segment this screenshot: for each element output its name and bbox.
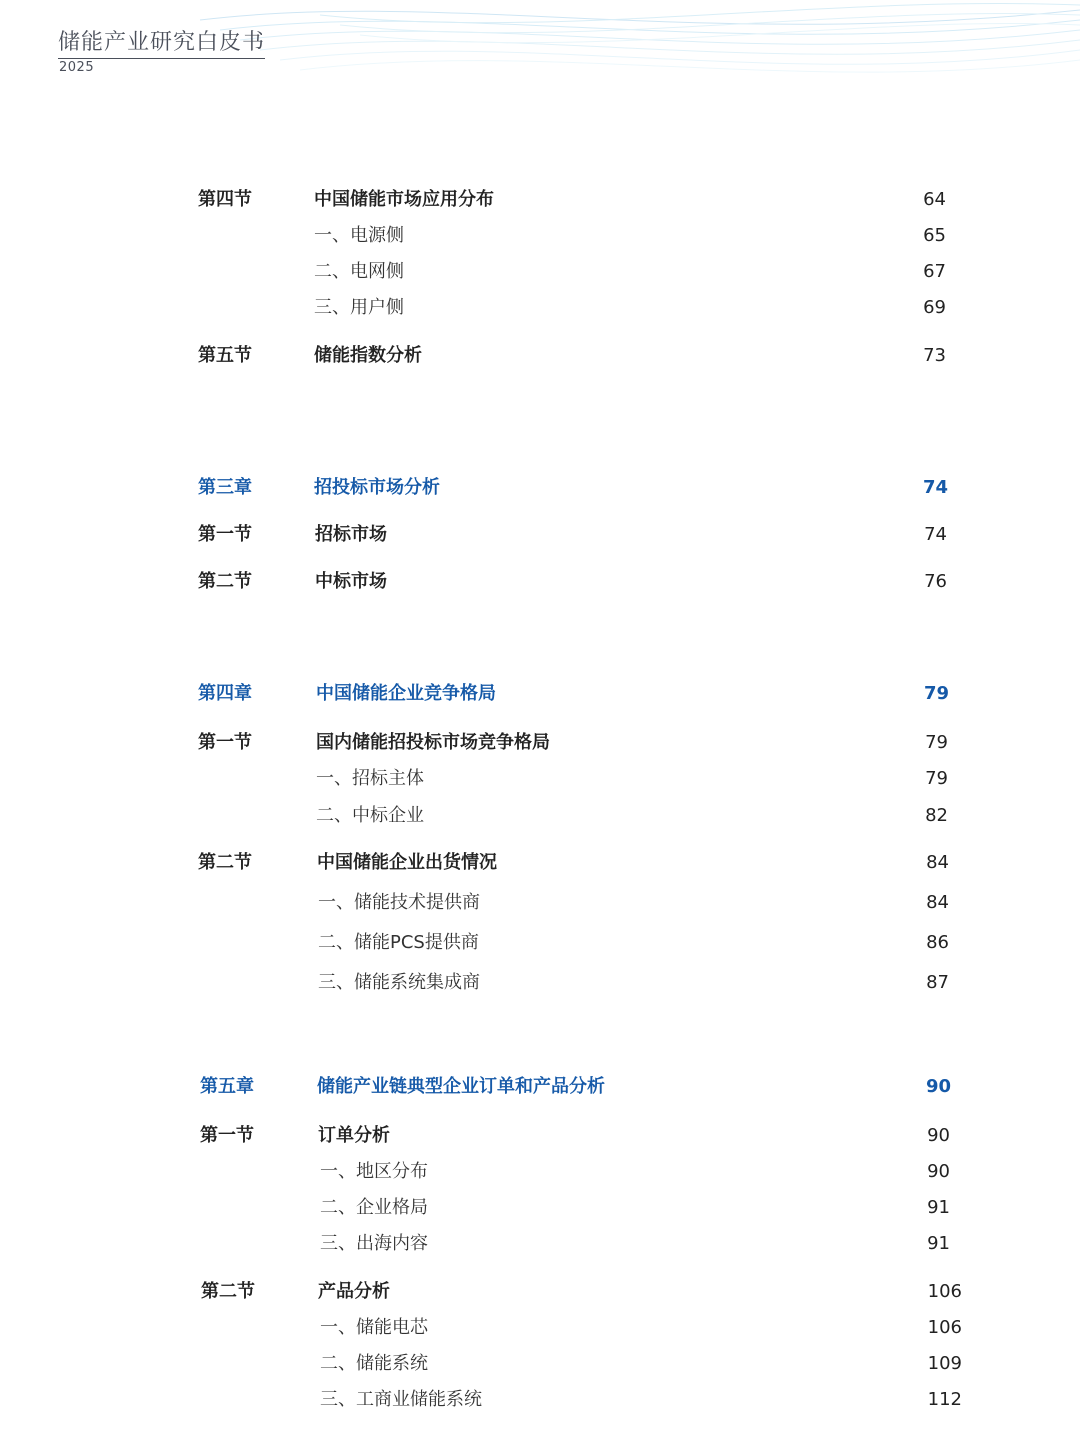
toc-entry[interactable] — [0, 222, 1080, 250]
toc-entry-page: 82 — [925, 805, 948, 826]
toc-entry-page: 69 — [923, 297, 946, 318]
toc-entry-page: 86 — [926, 932, 949, 953]
toc-chapter-page: 74 — [922, 477, 948, 498]
toc-entry-title: 中国储能企业出货情况 — [317, 852, 497, 873]
toc-entry[interactable] — [0, 1230, 1080, 1258]
toc-entry-title: 国内储能招投标市场竞争格局 — [316, 732, 550, 753]
toc-entry[interactable] — [0, 258, 1080, 286]
header-year: 2025 — [59, 60, 95, 75]
toc-entry-title: 储能指数分析 — [314, 345, 422, 366]
toc-entry[interactable] — [0, 342, 1080, 370]
toc-entry-title: 二、储能PCS提供商 — [318, 932, 479, 953]
toc-chapter-label: 第三章 — [198, 477, 252, 498]
toc-entry[interactable] — [0, 186, 1080, 214]
toc-entry[interactable] — [0, 568, 1080, 596]
toc-entry-page: 64 — [923, 189, 946, 210]
toc-entry-page: 91 — [927, 1197, 950, 1218]
toc-entry-title: 一、电源侧 — [314, 225, 404, 246]
toc-chapter-label: 第五章 — [200, 1076, 254, 1097]
toc-entry-page: 106 — [927, 1317, 962, 1338]
toc-entry[interactable] — [0, 294, 1080, 322]
header-title: 储能产业研究白皮书 — [58, 25, 265, 59]
toc-entry-title: 二、中标企业 — [316, 805, 424, 826]
toc-entry-title: 招标市场 — [315, 524, 387, 545]
toc-entry-page: 84 — [926, 852, 949, 873]
toc-chapter[interactable] — [0, 474, 1080, 502]
toc-entry[interactable] — [0, 802, 1080, 830]
toc-entry-page: 87 — [926, 972, 949, 993]
toc-entry-page: 73 — [923, 345, 946, 366]
toc-chapter-title: 中国储能企业竞争格局 — [316, 683, 496, 704]
toc-entry-title: 三、工商业储能系统 — [320, 1389, 482, 1410]
toc-chapter[interactable] — [0, 1073, 1080, 1101]
toc-entry[interactable] — [0, 1122, 1080, 1150]
toc-entry-title: 三、储能系统集成商 — [318, 972, 480, 993]
toc-entry-page: 109 — [927, 1353, 962, 1374]
toc-entry-title: 订单分析 — [318, 1125, 390, 1146]
toc-entry-page: 74 — [924, 524, 947, 545]
toc-entry[interactable] — [0, 1278, 1080, 1306]
toc-entry-title: 一、储能电芯 — [320, 1317, 428, 1338]
toc-entry[interactable] — [0, 1350, 1080, 1378]
toc-entry[interactable] — [0, 521, 1080, 549]
toc-chapter-title: 招投标市场分析 — [314, 477, 440, 498]
toc-chapter-title: 储能产业链典型企业订单和产品分析 — [317, 1076, 605, 1097]
toc-entry-page: 84 — [926, 892, 949, 913]
toc-entry-page: 67 — [923, 261, 946, 282]
toc-entry-label: 第二节 — [198, 571, 252, 592]
toc-entry-label: 第二节 — [201, 1281, 255, 1302]
toc-entry-page: 79 — [925, 732, 948, 753]
toc-entry-title: 一、地区分布 — [320, 1161, 428, 1182]
toc-entry-title: 一、招标主体 — [316, 768, 424, 789]
toc-entry-label: 第二节 — [198, 852, 252, 873]
toc-entry-title: 三、用户侧 — [314, 297, 404, 318]
toc-entry-label: 第一节 — [198, 732, 252, 753]
toc-entry[interactable] — [0, 849, 1080, 877]
toc-entry[interactable] — [0, 1194, 1080, 1222]
toc-entry-title: 三、出海内容 — [320, 1233, 428, 1254]
toc-entry-title: 二、电网侧 — [314, 261, 404, 282]
toc-chapter[interactable] — [0, 680, 1080, 708]
toc-entry[interactable] — [0, 729, 1080, 757]
toc-entry-title: 二、企业格局 — [320, 1197, 428, 1218]
toc-entry[interactable] — [0, 929, 1080, 957]
toc-entry[interactable] — [0, 1386, 1080, 1414]
toc-entry[interactable] — [0, 889, 1080, 917]
toc-entry-page: 91 — [927, 1233, 950, 1254]
toc-entry-title: 一、储能技术提供商 — [318, 892, 480, 913]
toc-entry[interactable] — [0, 765, 1080, 793]
toc-entry-page: 106 — [927, 1281, 962, 1302]
toc-entry-label: 第五节 — [198, 345, 252, 366]
toc-entry[interactable] — [0, 1158, 1080, 1186]
toc-entry-page: 79 — [925, 768, 948, 789]
toc-chapter-page: 79 — [923, 683, 949, 704]
toc-entry[interactable] — [0, 969, 1080, 997]
toc-entry[interactable] — [0, 1314, 1080, 1342]
toc-entry-page: 90 — [927, 1125, 950, 1146]
toc-entry-title: 产品分析 — [318, 1281, 390, 1302]
toc-chapter-label: 第四章 — [198, 683, 252, 704]
toc-entry-label: 第一节 — [198, 524, 252, 545]
toc-chapter-page: 90 — [925, 1076, 951, 1097]
toc-entry-title: 中标市场 — [315, 571, 387, 592]
toc-entry-page: 76 — [924, 571, 947, 592]
toc-entry-page: 90 — [927, 1161, 950, 1182]
toc-entry-title: 中国储能市场应用分布 — [314, 189, 494, 210]
toc-entry-label: 第四节 — [198, 189, 252, 210]
toc-entry-page: 65 — [923, 225, 946, 246]
toc-entry-label: 第一节 — [200, 1125, 254, 1146]
toc-entry-title: 二、储能系统 — [320, 1353, 428, 1374]
toc-entry-page: 112 — [927, 1389, 962, 1410]
